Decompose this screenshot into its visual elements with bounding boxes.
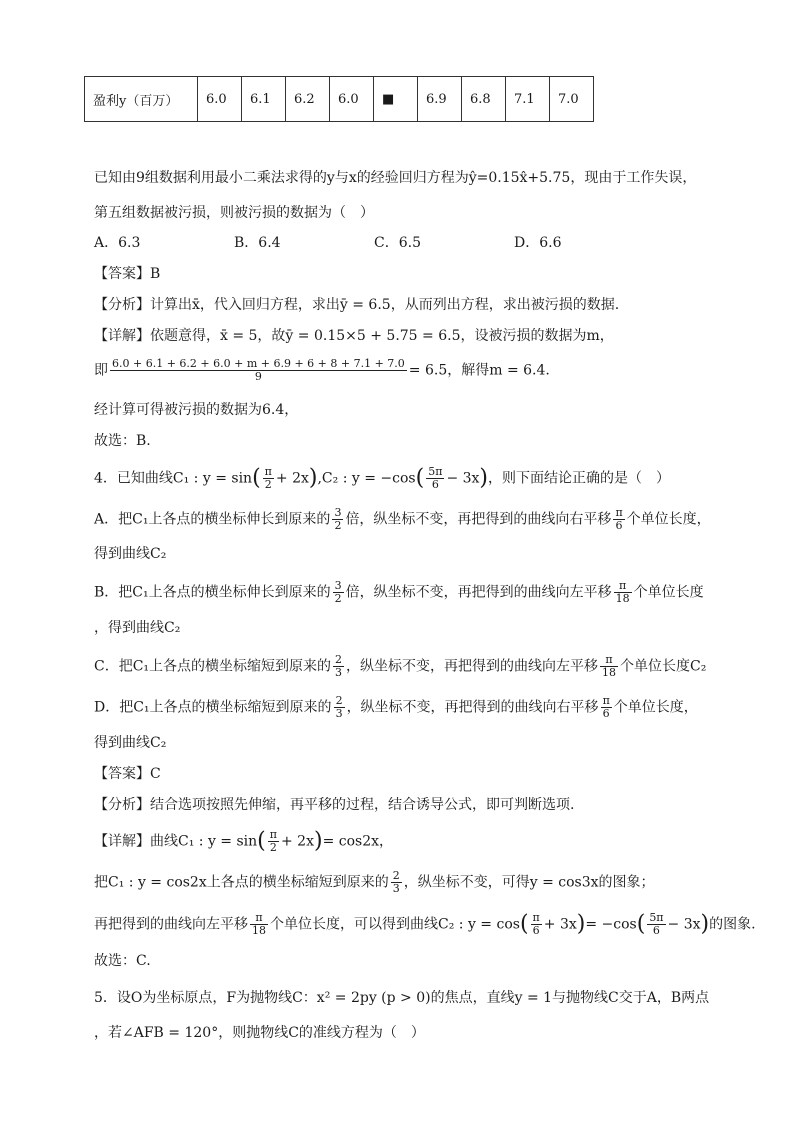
q4-option-d-line2: 得到曲线C₂: [94, 735, 167, 751]
fraction-denominator: 3: [335, 707, 343, 720]
fraction-numerator: π: [264, 465, 272, 478]
q4-option-b-line1: [94, 580, 704, 605]
frac-5pi-over-6: [647, 912, 665, 937]
option-c-text-c: 个单位长度C₂: [620, 658, 707, 675]
frac-pi-over-2: [263, 466, 274, 491]
q4-option-c: [94, 654, 706, 679]
q4-option-d-line1: [94, 695, 698, 720]
paren-open: (: [636, 911, 646, 937]
fraction-numerator: π: [614, 580, 632, 593]
q4-detail3-e: 的图象.: [709, 916, 756, 933]
q4-detail1-prefix: 【详解】曲线C₁ : y = sin: [94, 833, 258, 850]
q4-conclusion: 故选：C.: [94, 953, 151, 969]
fraction-numerator: 3: [334, 506, 342, 519]
fraction-numerator: 5π: [649, 911, 664, 924]
table-cell: 6.8: [462, 77, 506, 122]
q4-stem-prefix: 4．已知曲线C₁ : y = sin: [94, 470, 253, 487]
fraction-numerator: 2: [335, 694, 343, 707]
frac-pi-over-18: [614, 580, 632, 605]
table-cell: 6.9: [418, 77, 462, 122]
fraction-numerator: 2: [392, 869, 400, 882]
frac-pi-over-2: [268, 829, 279, 854]
fraction-numerator: π: [269, 828, 277, 841]
option-b-text: B．把C₁上各点的横坐标伸长到原来的: [94, 584, 331, 601]
q3-detail2-suffix: = 6.5，解得m = 6.4.: [408, 362, 550, 379]
q4-stem-c2-mid: − 3x: [446, 470, 480, 487]
q4-detail-line3: [94, 912, 756, 937]
paren-open: (: [415, 465, 425, 491]
q3-detail-line1: 【详解】依题意得，x̄ = 5，故ȳ = 0.15×5 + 5.75 = 6.5，设被污损的数据为m，: [94, 328, 614, 344]
fraction-denominator: 9: [254, 370, 262, 383]
option-c-text: C．把C₁上各点的横坐标缩短到原来的: [94, 658, 332, 675]
q4-detail3-mid: − 3x: [667, 916, 701, 933]
fraction-denominator: 3: [392, 882, 400, 895]
q4-detail-line1: [94, 829, 393, 854]
q3-answer: 【答案】B: [94, 266, 161, 282]
table-cell-smudged: ■: [374, 77, 418, 122]
option-b-text-b: 倍，纵坐标不变，再把得到的曲线向左平移: [345, 584, 612, 601]
fraction-denominator: 6: [532, 924, 540, 937]
q4-option-b-line2: ，得到曲线C₂: [94, 620, 181, 636]
fraction-numerator: π: [250, 912, 268, 925]
q3-analysis: 【分析】计算出x̄，代入回归方程，求出ȳ = 6.5，从而列出方程，求出被污损的数据.: [94, 297, 620, 313]
frac-pi-over-18: [600, 654, 618, 679]
option-b-text-c: 个单位长度: [633, 584, 704, 601]
option-a-text-c: 个单位长度，: [626, 511, 711, 528]
table-cell: 6.0: [330, 77, 374, 122]
data-table: [84, 76, 594, 122]
fraction-denominator: 2: [334, 519, 342, 532]
paren-open: (: [519, 911, 529, 937]
fraction-denominator: 2: [264, 478, 272, 491]
q3-stem-line1: 已知由9组数据利用最小二乘法求得的y与x的经验回归方程为ŷ=0.15x̂+5.75，现由于工作失误，: [94, 170, 697, 186]
q4-detail3-d: = −cos: [585, 916, 637, 933]
q4-option-a-line1: [94, 507, 711, 532]
table-cell: 6.2: [286, 77, 330, 122]
frac-pi-over-18: [250, 912, 268, 937]
q5-stem-line2: ，若∠AFB = 120°，则抛物线C的准线方程为（ ）: [94, 1025, 425, 1041]
fraction-numerator: 3: [334, 579, 342, 592]
frac-pi-over-6: [613, 507, 624, 532]
paren-open: (: [257, 828, 266, 854]
option-d-text-c: 个单位长度，: [613, 699, 698, 716]
q4-detail3-b: 个单位长度，可以得到曲线C₂ : y = cos: [270, 916, 520, 933]
fraction-numerator: π: [532, 911, 540, 924]
q4-stem: [94, 466, 670, 491]
option-c: C．6.5: [374, 235, 421, 251]
q4-option-a-line2: 得到曲线C₂: [94, 546, 167, 562]
fraction-denominator: 2: [334, 592, 342, 605]
q3-options: [94, 233, 654, 253]
paren-close: ): [308, 465, 318, 491]
option-a: A．6.3: [94, 235, 141, 251]
q4-answer: 【答案】C: [94, 766, 161, 782]
q4-analysis: 【分析】结合选项按照先伸缩，再平移的过程，结合诱导公式，即可判断选项.: [94, 797, 575, 813]
option-a-text: A．把C₁上各点的横坐标伸长到原来的: [94, 511, 331, 528]
table-cell: 7.1: [506, 77, 550, 122]
table-cell: 6.1: [242, 77, 286, 122]
fraction-denominator: 6: [602, 707, 610, 720]
q4-stem-suffix: ，则下面结论正确的是（ ）: [488, 470, 671, 487]
q3-detail2-prefix: 即: [94, 362, 108, 379]
q4-stem-c2: ,C₂ : y = −cos: [317, 470, 416, 487]
q3-detail-line3: 经计算可得被污损的数据为6.4，: [94, 402, 299, 418]
q4-detail1-mid: + 2x: [281, 833, 314, 850]
q3-fraction: [110, 358, 407, 383]
fraction-numerator: 2: [335, 653, 343, 666]
table-row: [85, 77, 594, 122]
paren-close: ): [479, 465, 489, 491]
fraction-denominator: 18: [615, 592, 630, 605]
option-a-text-b: 倍，纵坐标不变，再把得到的曲线向右平移: [345, 511, 612, 528]
frac-pi-over-6: [601, 695, 612, 720]
q5-stem-line1: 5．设O为坐标原点，F为抛物线C：x² = 2py (p > 0)的焦点，直线y = 1与抛物线C交于A，B两点: [94, 990, 710, 1006]
fraction-numerator: 6.0 + 6.1 + 6.2 + 6.0 + m + 6.9 + 6 + 8 + 7.1 + 7.0: [112, 357, 405, 370]
option-d-text-b: ，纵坐标不变，再把得到的曲线向右平移: [346, 699, 599, 716]
frac-3-over-2: [332, 507, 343, 532]
fraction-numerator: π: [600, 654, 618, 667]
fraction-denominator: 6: [652, 924, 660, 937]
option-b: B．6.4: [234, 235, 281, 251]
q4-detail3-a: 再把得到的曲线向左平移: [94, 916, 248, 933]
fraction-denominator: 6: [431, 478, 439, 491]
q4-detail2-a: 把C₁ : y = cos2x上各点的横坐标缩短到原来的: [94, 874, 389, 891]
q3-stem-line2: 第五组数据被污损，则被污损的数据为（ ）: [94, 205, 374, 221]
q3-detail-line2: [94, 358, 550, 383]
fraction-denominator: 6: [615, 519, 623, 532]
table-header-cell: 盈利y（百万）: [85, 77, 198, 122]
fraction-denominator: 18: [602, 666, 617, 679]
frac-3-over-2: [333, 580, 344, 605]
fraction-numerator: 5π: [428, 465, 443, 478]
paren-close: ): [700, 911, 710, 937]
paren-close: ): [576, 911, 586, 937]
option-d: D．6.6: [514, 235, 562, 251]
frac-pi-over-6: [531, 912, 542, 937]
q4-detail2-b: ，纵坐标不变，可得y = cos3x的图象；: [403, 874, 655, 891]
option-d-text: D．把C₁上各点的横坐标缩短到原来的: [94, 699, 332, 716]
q4-stem-mid: + 2x: [275, 470, 309, 487]
fraction-denominator: 2: [269, 841, 277, 854]
fraction-denominator: 3: [335, 666, 343, 679]
frac-2-over-3: [334, 695, 345, 720]
fraction-numerator: π: [615, 506, 623, 519]
table-cell: 6.0: [198, 77, 242, 122]
paren-close: ): [313, 828, 323, 854]
table-cell: 7.0: [550, 77, 594, 122]
fraction-denominator: 18: [252, 924, 266, 937]
q4-detail3-c: + 3x: [543, 916, 577, 933]
frac-2-over-3: [333, 654, 344, 679]
paren-open: (: [252, 465, 261, 491]
frac-5pi-over-6: [426, 466, 444, 491]
q4-detail-line2: [94, 870, 655, 895]
q3-conclusion: 故选：B.: [94, 433, 151, 449]
frac-2-over-3: [391, 870, 402, 895]
q4-detail1-suffix: = cos2x，: [322, 833, 394, 850]
option-c-text-b: ，纵坐标不变，再把得到的曲线向左平移: [346, 658, 599, 675]
fraction-numerator: π: [602, 694, 610, 707]
